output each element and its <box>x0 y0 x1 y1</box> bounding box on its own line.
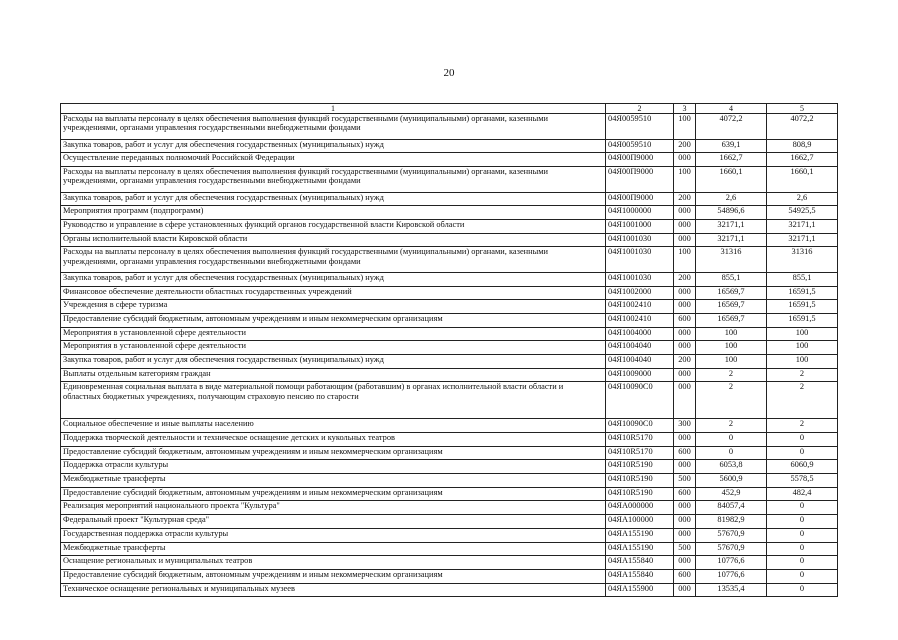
row-expense-type: 600 <box>674 569 696 583</box>
row-code: 04Я10R5190 <box>606 474 674 488</box>
row-value-1: 2 <box>696 368 767 382</box>
table-row <box>61 313 838 327</box>
row-expense-type: 000 <box>674 583 696 597</box>
table-row <box>61 233 838 247</box>
row-value-2: 0 <box>767 542 838 556</box>
row-expense-type: 000 <box>674 153 696 167</box>
row-code: 04ЯА155840 <box>606 569 674 583</box>
table-row <box>61 219 838 233</box>
table-row <box>61 419 838 433</box>
row-code: 04Я1001030 <box>606 233 674 247</box>
table-row <box>61 272 838 286</box>
row-value-2: 2 <box>767 419 838 433</box>
row-name: Предоставление субсидий бюджетным, автономным учреждениям и иным некоммерческим организациям <box>61 569 606 583</box>
table-row <box>61 382 838 419</box>
table-row <box>61 286 838 300</box>
row-expense-type: 200 <box>674 354 696 368</box>
row-expense-type: 000 <box>674 528 696 542</box>
row-name: Мероприятия в установленной сфере деятельности <box>61 341 606 355</box>
row-expense-type: 000 <box>674 368 696 382</box>
row-expense-type: 300 <box>674 419 696 433</box>
row-value-1: 0 <box>696 446 767 460</box>
row-value-1: 100 <box>696 354 767 368</box>
page-number: 20 <box>443 67 455 79</box>
row-value-2: 54925,5 <box>767 206 838 220</box>
table-row <box>61 433 838 447</box>
row-expense-type: 000 <box>674 501 696 515</box>
row-value-2: 2 <box>767 382 838 419</box>
row-value-2: 32171,1 <box>767 219 838 233</box>
row-value-2: 16591,5 <box>767 300 838 314</box>
table-row <box>61 583 838 597</box>
row-name: Предоставление субсидий бюджетным, автономным учреждениям и иным некоммерческим организациям <box>61 487 606 501</box>
row-value-1: 100 <box>696 327 767 341</box>
row-value-2: 808,9 <box>767 139 838 153</box>
row-code: 04ЯА155190 <box>606 542 674 556</box>
row-expense-type: 100 <box>674 114 696 140</box>
row-value-1: 0 <box>696 433 767 447</box>
row-expense-type: 000 <box>674 233 696 247</box>
row-code: 04Я1004040 <box>606 354 674 368</box>
row-code: 04Я10090С0 <box>606 419 674 433</box>
row-code: 04ЯА000000 <box>606 501 674 515</box>
header-col-4: 4 <box>696 104 767 114</box>
row-name: Учреждения в сфере туризма <box>61 300 606 314</box>
table-row <box>61 501 838 515</box>
row-expense-type: 200 <box>674 139 696 153</box>
row-code: 04Я1009000 <box>606 368 674 382</box>
row-value-2: 32171,1 <box>767 233 838 247</box>
row-name: Расходы на выплаты персоналу в целях обеспечения выполнения функций государственными (муниципальными) органами, казенными учреждениями, органами управления государственными внебюджетными фондами <box>61 114 606 140</box>
row-value-1: 57670,9 <box>696 528 767 542</box>
table-row <box>61 300 838 314</box>
row-expense-type: 000 <box>674 219 696 233</box>
row-name: Поддержка отрасли культуры <box>61 460 606 474</box>
row-value-2: 16591,5 <box>767 313 838 327</box>
row-value-2: 2 <box>767 368 838 382</box>
row-value-1: 81982,9 <box>696 515 767 529</box>
row-name: Техническое оснащение региональных и муниципальных музеев <box>61 583 606 597</box>
row-value-2: 2,6 <box>767 192 838 206</box>
header-col-3: 3 <box>674 104 696 114</box>
row-value-2: 16591,5 <box>767 286 838 300</box>
table-row <box>61 556 838 570</box>
row-expense-type: 600 <box>674 446 696 460</box>
row-value-2: 0 <box>767 446 838 460</box>
table-row <box>61 167 838 193</box>
row-name: Расходы на выплаты персоналу в целях обеспечения выполнения функций государственными (муниципальными) органами, казенными учреждениями, органами управления государственными внебюджетными фондами <box>61 167 606 193</box>
row-value-1: 10776,6 <box>696 556 767 570</box>
table-header-row <box>61 104 838 114</box>
table-row <box>61 487 838 501</box>
row-value-1: 855,1 <box>696 272 767 286</box>
table-row <box>61 327 838 341</box>
row-expense-type: 000 <box>674 433 696 447</box>
row-code: 04Я1001000 <box>606 219 674 233</box>
row-expense-type: 100 <box>674 247 696 273</box>
row-value-2: 482,4 <box>767 487 838 501</box>
row-value-1: 6053,8 <box>696 460 767 474</box>
row-expense-type: 000 <box>674 300 696 314</box>
row-code: 04Я1001030 <box>606 247 674 273</box>
row-name: Руководство и управление в сфере установленных функций органов государственной власти Кировской области <box>61 219 606 233</box>
row-value-1: 31316 <box>696 247 767 273</box>
row-name: Расходы на выплаты персоналу в целях обеспечения выполнения функций государственными (муниципальными) органами, казенными учреждениями, органами управления государственными внебюджетными фондами <box>61 247 606 273</box>
table-row <box>61 247 838 273</box>
row-expense-type: 000 <box>674 327 696 341</box>
row-code: 04Я1002410 <box>606 313 674 327</box>
budget-table <box>60 103 838 597</box>
row-code: 04Я1001030 <box>606 272 674 286</box>
table-row <box>61 153 838 167</box>
row-value-2: 100 <box>767 341 838 355</box>
table-row <box>61 569 838 583</box>
row-value-1: 2 <box>696 382 767 419</box>
row-expense-type: 200 <box>674 192 696 206</box>
row-value-1: 32171,1 <box>696 233 767 247</box>
row-value-1: 16569,7 <box>696 286 767 300</box>
row-code: 04Я1002000 <box>606 286 674 300</box>
row-code: 04ЯА155190 <box>606 528 674 542</box>
header-col-5: 5 <box>767 104 838 114</box>
table-row <box>61 368 838 382</box>
row-value-2: 0 <box>767 433 838 447</box>
row-name: Реализация мероприятий национального проекта "Культура" <box>61 501 606 515</box>
row-value-1: 2,6 <box>696 192 767 206</box>
row-value-1: 1662,7 <box>696 153 767 167</box>
row-code: 04ЯА155900 <box>606 583 674 597</box>
row-name: Межбюджетные трансферты <box>61 542 606 556</box>
row-code: 04Я10090С0 <box>606 382 674 419</box>
row-code: 04Я10R5170 <box>606 433 674 447</box>
table-row <box>61 474 838 488</box>
row-value-1: 4072,2 <box>696 114 767 140</box>
row-name: Предоставление субсидий бюджетным, автономным учреждениям и иным некоммерческим организациям <box>61 446 606 460</box>
row-value-1: 13535,4 <box>696 583 767 597</box>
row-expense-type: 000 <box>674 556 696 570</box>
row-name: Закупка товаров, работ и услуг для обеспечения государственных (муниципальных) нужд <box>61 192 606 206</box>
row-value-2: 100 <box>767 327 838 341</box>
row-name: Социальное обеспечение и иные выплаты населению <box>61 419 606 433</box>
row-expense-type: 000 <box>674 286 696 300</box>
table-row <box>61 206 838 220</box>
row-value-2: 100 <box>767 354 838 368</box>
table-row <box>61 341 838 355</box>
row-value-2: 31316 <box>767 247 838 273</box>
row-code: 04Я1000000 <box>606 206 674 220</box>
row-value-2: 1660,1 <box>767 167 838 193</box>
row-value-1: 5600,9 <box>696 474 767 488</box>
row-value-1: 1660,1 <box>696 167 767 193</box>
row-value-2: 0 <box>767 583 838 597</box>
row-code: 04Я00П9000 <box>606 153 674 167</box>
row-name: Закупка товаров, работ и услуг для обеспечения государственных (муниципальных) нужд <box>61 354 606 368</box>
row-name: Осуществление переданных полномочий Российской Федерации <box>61 153 606 167</box>
row-expense-type: 600 <box>674 313 696 327</box>
table-row <box>61 446 838 460</box>
row-code: 04Я10R5190 <box>606 487 674 501</box>
row-code: 04ЯА100000 <box>606 515 674 529</box>
row-name: Финансовое обеспечение деятельности областных государственных учреждений <box>61 286 606 300</box>
row-value-2: 6060,9 <box>767 460 838 474</box>
header-col-2: 2 <box>606 104 674 114</box>
row-code: 04Я00П9000 <box>606 167 674 193</box>
row-code: 04Я0059510 <box>606 114 674 140</box>
row-value-2: 0 <box>767 569 838 583</box>
row-expense-type: 000 <box>674 341 696 355</box>
row-value-1: 84057,4 <box>696 501 767 515</box>
row-value-2: 5578,5 <box>767 474 838 488</box>
row-name: Выплаты отдельным категориям граждан <box>61 368 606 382</box>
row-value-1: 10776,6 <box>696 569 767 583</box>
row-expense-type: 500 <box>674 474 696 488</box>
row-expense-type: 000 <box>674 206 696 220</box>
table-row <box>61 528 838 542</box>
row-name: Органы исполнительной власти Кировской области <box>61 233 606 247</box>
row-expense-type: 600 <box>674 487 696 501</box>
table-row <box>61 515 838 529</box>
row-expense-type: 200 <box>674 272 696 286</box>
row-code: 04ЯА155840 <box>606 556 674 570</box>
row-name: Поддержка творческой деятельности и техническое оснащение детских и кукольных театров <box>61 433 606 447</box>
row-code: 04Я00П9000 <box>606 192 674 206</box>
row-name: Единовременная социальная выплата в виде материальной помощи работающим (работавшим) в органах исполнительной власти области и областных бюджетных учреждениях, получающим страховую пенсию по старости <box>61 382 606 419</box>
row-value-1: 639,1 <box>696 139 767 153</box>
row-name: Мероприятия в установленной сфере деятельности <box>61 327 606 341</box>
row-value-1: 54896,6 <box>696 206 767 220</box>
row-value-2: 1662,7 <box>767 153 838 167</box>
row-value-2: 4072,2 <box>767 114 838 140</box>
row-name: Федеральный проект "Культурная среда" <box>61 515 606 529</box>
row-code: 04Я10R5190 <box>606 460 674 474</box>
row-value-1: 2 <box>696 419 767 433</box>
row-name: Мероприятия программ (подпрограмм) <box>61 206 606 220</box>
row-value-2: 0 <box>767 556 838 570</box>
row-expense-type: 000 <box>674 382 696 419</box>
row-value-1: 57670,9 <box>696 542 767 556</box>
row-value-1: 16569,7 <box>696 300 767 314</box>
row-code: 04Я0059510 <box>606 139 674 153</box>
row-expense-type: 000 <box>674 460 696 474</box>
table-row <box>61 139 838 153</box>
row-code: 04Я10R5170 <box>606 446 674 460</box>
row-code: 04Я1004040 <box>606 341 674 355</box>
table-row <box>61 114 838 140</box>
row-value-2: 0 <box>767 528 838 542</box>
row-value-1: 16569,7 <box>696 313 767 327</box>
row-name: Межбюджетные трансферты <box>61 474 606 488</box>
row-name: Закупка товаров, работ и услуг для обеспечения государственных (муниципальных) нужд <box>61 139 606 153</box>
row-name: Оснащение региональных и муниципальных театров <box>61 556 606 570</box>
header-col-1: 1 <box>61 104 606 114</box>
row-value-2: 0 <box>767 515 838 529</box>
row-value-1: 452,9 <box>696 487 767 501</box>
row-expense-type: 500 <box>674 542 696 556</box>
row-value-2: 0 <box>767 501 838 515</box>
row-value-2: 855,1 <box>767 272 838 286</box>
row-value-1: 100 <box>696 341 767 355</box>
table-row <box>61 192 838 206</box>
row-code: 04Я1004000 <box>606 327 674 341</box>
row-expense-type: 100 <box>674 167 696 193</box>
row-name: Предоставление субсидий бюджетным, автономным учреждениям и иным некоммерческим организациям <box>61 313 606 327</box>
row-name: Закупка товаров, работ и услуг для обеспечения государственных (муниципальных) нужд <box>61 272 606 286</box>
row-code: 04Я1002410 <box>606 300 674 314</box>
row-name: Государственная поддержка отрасли культуры <box>61 528 606 542</box>
table-row <box>61 460 838 474</box>
row-value-1: 32171,1 <box>696 219 767 233</box>
table-row <box>61 542 838 556</box>
row-expense-type: 000 <box>674 515 696 529</box>
table-row <box>61 354 838 368</box>
